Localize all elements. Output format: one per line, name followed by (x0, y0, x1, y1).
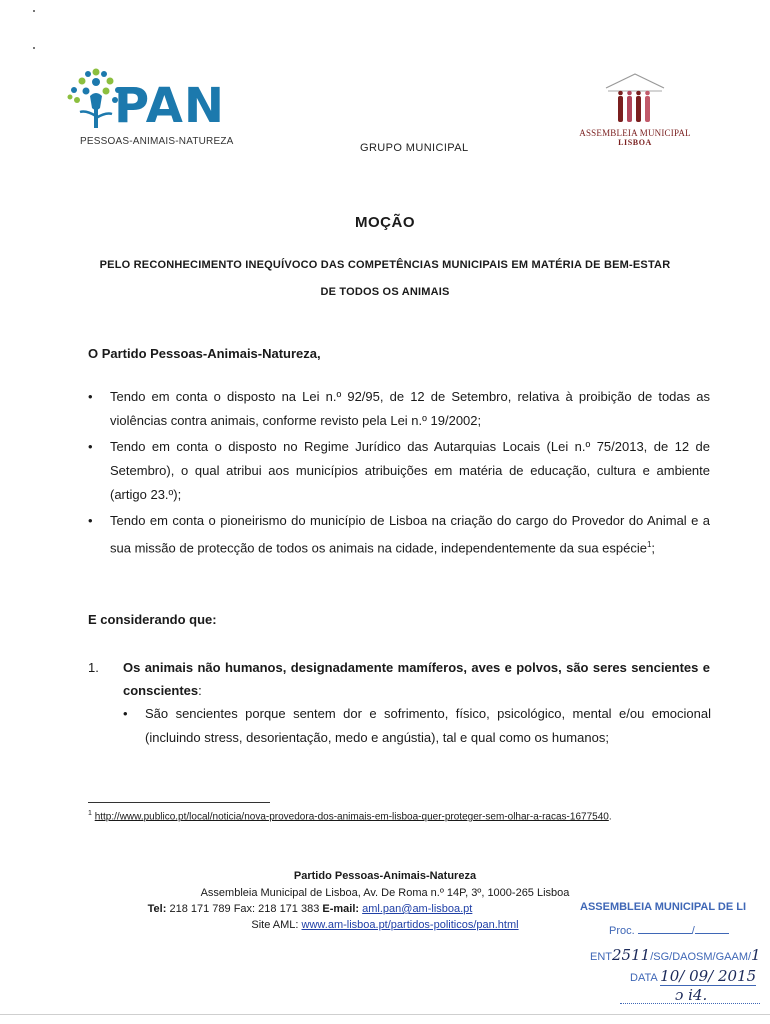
list-item (88, 509, 710, 560)
ent-number: 2511 (612, 946, 651, 964)
ent-prefix: ENT (590, 951, 612, 963)
considerations-list (88, 385, 710, 562)
proc-field (695, 933, 729, 934)
footnote-end: . (608, 811, 612, 823)
signature-line (620, 1003, 760, 1004)
numbered-item-end: : (198, 683, 202, 698)
pan-logo-subtitle: PESSOAS-ANIMAIS-NATUREZA (80, 136, 234, 147)
email-label: E-mail: (322, 903, 360, 915)
ent-suffix: /SG/DAOSM/GAAM/ (650, 951, 752, 963)
list-item (123, 702, 711, 750)
stamp-title: ASSEMBLEIA MUNICIPAL DE LI (580, 901, 747, 913)
bullet-icon: • (123, 706, 128, 721)
footer-party-name: Partido Pessoas-Animais-Natureza (293, 870, 477, 882)
numbered-item-text: Os animais não humanos, designadamente mamíferos, aves e polvos, são seres sencientes e conscientes (123, 660, 710, 698)
bullet-icon: • (88, 439, 93, 454)
document-subtitle-line-1: PELO RECONHECIMENTO INEQUÍVOCO DAS COMPETÊNCIAS MUNICIPAIS EM MATÉRIA DE BEM-ESTAR (99, 259, 671, 271)
tel-value: 218 171 789 (169, 903, 231, 915)
tel-label: Tel: (147, 903, 167, 915)
list-item-end: ; (651, 540, 656, 556)
date-value: 10/ 09/ 2015 (660, 967, 757, 985)
fax-label: Fax: (233, 903, 256, 915)
list-item-text: Tendo em conta o disposto no Regime Jurídico das Autarquias Locais (Lei n.º 75/2013, de 12 de Setembro), o qual atribui aos municípios atribuições em matéria de educação, cultura e ambiente (artigo 23.º); (110, 439, 710, 502)
list-item-text: Tendo em conta o pioneirismo do município de Lisboa na criação do cargo do Provedor do Animal e a sua missão de protecção de todos os animais na cidade, independentemente da sua espécie (110, 513, 710, 556)
page-bottom-edge (0, 1014, 770, 1015)
pan-logo (66, 66, 236, 152)
intro-heading: O Partido Pessoas-Animais-Natureza, (88, 346, 321, 361)
pan-wordmark: PAN (114, 78, 226, 134)
document-title: MOÇÃO (355, 214, 415, 231)
proc-separator: / (691, 925, 695, 937)
sub-list (123, 702, 711, 752)
list-item-text: São sencientes porque sentem dor e sofrimento, físico, psicológico, mental e/ou emocional (incluindo stress, desorientação, medo e angústia), tal e qual como os humanos; (145, 706, 711, 745)
site-link[interactable]: www.am-lisboa.pt/partidos-politicos/pan.html (301, 919, 519, 931)
item-number: 1. (88, 660, 99, 675)
ent-year: 1 (751, 946, 761, 964)
stamp-signature: ɔ i4. (675, 986, 708, 1004)
scan-speck (33, 47, 35, 49)
bullet-icon: • (88, 513, 93, 528)
footnote (88, 810, 612, 822)
footnote-divider (88, 802, 270, 803)
list-item (88, 435, 710, 507)
footnote-number: 1 (88, 810, 92, 817)
footnote-ref[interactable]: 1 (646, 540, 652, 549)
document-subtitle-line-2: DE TODOS OS ANIMAIS (320, 286, 450, 298)
footnote-link[interactable]: http://www.publico.pt/local/noticia/nova-provedora-dos-animais-em-lisboa-quer-proteger-sem-olhar-a-racas-1677540 (94, 811, 609, 823)
group-label: GRUPO MUNICIPAL (360, 142, 469, 154)
list-item (88, 385, 710, 433)
proc-field (638, 933, 692, 934)
stamp-date (630, 967, 756, 986)
assembly-logo (570, 70, 700, 160)
bullet-icon: • (88, 389, 93, 404)
stamp-entry (590, 946, 761, 964)
list-item-text: Tendo em conta o disposto na Lei n.º 92/95, de 12 de Setembro, relativa à proibição de todas as violências contra animais, conforme revisto pela Lei n.º 19/2002; (110, 389, 710, 428)
email-link[interactable]: aml.pan@am-lisboa.pt (362, 903, 473, 915)
fax-value: 218 171 383 (258, 903, 320, 915)
proc-label: Proc. (609, 925, 635, 937)
assembly-emblem-icon (570, 70, 700, 128)
date-label: DATA (630, 972, 658, 984)
site-label: Site AML: (251, 919, 299, 931)
assembly-city: LISBOA (618, 138, 652, 147)
numbered-item (88, 656, 710, 702)
considering-heading: E considerando que: (88, 612, 217, 627)
assembly-title: ASSEMBLEIA MUNICIPAL (579, 128, 691, 138)
stamp-proc (609, 925, 729, 937)
scan-speck (33, 10, 35, 12)
footer-address: Assembleia Municipal de Lisboa, Av. De Roma n.º 14P, 3º, 1000-265 Lisboa (200, 887, 570, 899)
